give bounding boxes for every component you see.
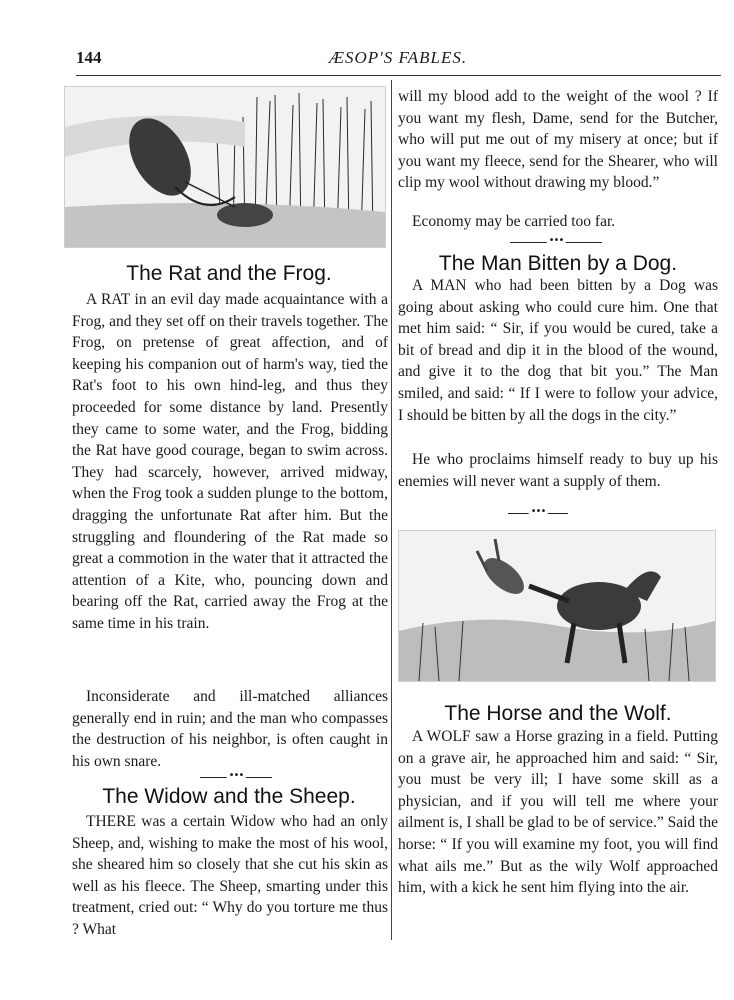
fable-text-horse-wolf: A WOLF saw a Horse grazing in a field. Putting on a grave air, he approached him and said: “ Sir, you must be very ill; I have some skill as a physician, and if you will tell me where your ailment is, I shall be glad to be of service.” Said the horse: “ If you will examine my foot, you will find what ails me.” But as the wily Wolf approached him, with a kick he sent him flying into the air. bbox=[398, 728, 718, 897]
fable-text-rat-frog: A RAT in an evil day made acquaintance with a Frog, and they set off on their travels together. The Frog, on pretense of great affection, and of keeping his companion out of harm's way, tied the Rat's foot to his own hind-leg, and thus they proceeded for some distance by land. Presently they came to some water, and the Frog, bidding the Rat have good courage, began to swim across. They had scarcely, however, arrived midway, when the Frog took a sudden plunge to the bottom, dragging the unfortunate Rat after him. But the struggling and floundering of the Rat made so great a commotion in the water that it attracted the attention of a Kite, who, pouncing down and bearing off the Rat, carried away the Frog at the same time in his train. bbox=[72, 291, 388, 632]
fable-title-horse-wolf: The Horse and the Wolf. bbox=[444, 702, 672, 725]
column-rule bbox=[391, 80, 392, 940]
fable-title-rat-frog: The Rat and the Frog. bbox=[126, 262, 332, 285]
fable-moral-rat-frog: Inconsiderate and ill-matched alliances generally end in ruin; and the man who compasses the destruction of his neighbor, is often caught in his own snare. bbox=[72, 688, 388, 770]
fable-moral-man-dog: He who proclaims himself ready to buy up his enemies will never want a supply of them. bbox=[398, 451, 718, 490]
page-number: 144 bbox=[76, 48, 102, 67]
fable-title-man-dog: The Man Bitten by a Dog. bbox=[438, 252, 678, 275]
rat-and-frog-engraving bbox=[65, 87, 385, 247]
section-divider: ••• bbox=[510, 240, 602, 246]
section-divider: ••• bbox=[200, 775, 272, 781]
fable-text-widow-sheep-part-2: will my blood add to the weight of the wool ? If you want my flesh, Dame, send for the Butcher, who will put me out of my misery at once; but if you want my fleece, send for the Shearer, who will clip my wool without drawing my blood.” bbox=[398, 88, 718, 192]
fable-text-widow-sheep-part-1: THERE was a certain Widow who had an only Sheep, and, wishing to make the most of his wool, she sheared him so closely that she cut his skin as well as his fleece. The Sheep, smarting under this treatment, cried out: “ Why do you torture me thus ? What bbox=[72, 813, 388, 938]
horse-and-wolf-illustration bbox=[398, 530, 716, 682]
section-divider: ••• bbox=[508, 511, 568, 517]
horse-and-wolf-engraving bbox=[399, 531, 715, 681]
rat-and-frog-illustration bbox=[64, 86, 386, 248]
fable-title-widow-sheep: The Widow and the Sheep. bbox=[102, 785, 356, 808]
fable-text-man-dog: A MAN who had been bitten by a Dog was going about asking who could cure him. One that met him said: “ Sir, if you would be cured, take a bit of bread and dip it in the blood of the wound, and give it to the dog that bit you.” The Man smiled, and said: “ If I were to follow your advice, I should be bitten by all the dogs in the city.” bbox=[398, 277, 718, 424]
fable-moral-widow-sheep: Economy may be carried too far. bbox=[412, 213, 616, 230]
page-header bbox=[76, 48, 720, 70]
header-rule bbox=[76, 75, 721, 76]
running-title: ÆSOP'S FABLES. bbox=[328, 48, 468, 67]
